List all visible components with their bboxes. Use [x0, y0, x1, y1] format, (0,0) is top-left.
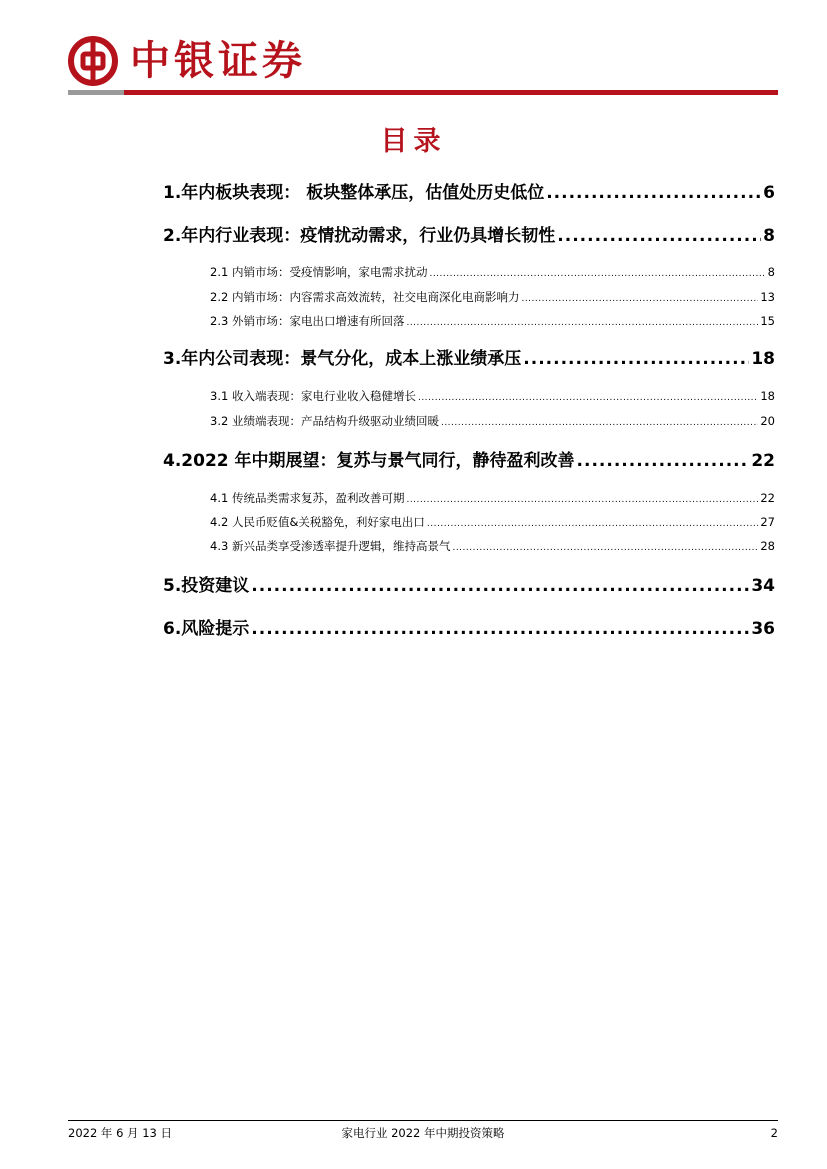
header-rule-grey	[68, 90, 124, 95]
toc-entry-label: 4.3 新兴品类享受渗透率提升逻辑，维持高景气	[210, 539, 451, 553]
brand-name: 中银证券	[130, 37, 306, 84]
toc-entry-label: 6.风险提示	[163, 619, 250, 639]
toc-leader-dots	[406, 314, 758, 332]
toc-entry-page: 34	[751, 576, 775, 596]
toc-leader-dots	[557, 224, 761, 248]
toc-leader-dots	[418, 389, 758, 407]
toc-entry-page: 18	[760, 389, 775, 403]
footer-doc-title: 家电行业 2022 年中期投资策略	[341, 1126, 505, 1140]
footer-page-number: 2	[770, 1126, 778, 1140]
toc-entry-4-2[interactable]	[210, 513, 775, 531]
toc-entry-page: 22	[760, 491, 775, 505]
bank-of-china-logo-icon	[68, 36, 118, 86]
toc-entry-6[interactable]	[163, 617, 775, 641]
toc-leader-dots	[406, 491, 758, 509]
toc-entry-4-3[interactable]	[210, 537, 775, 555]
page-footer	[68, 1120, 778, 1140]
toc-entry-page: 8	[763, 226, 775, 246]
toc-entry-page: 28	[760, 539, 775, 553]
toc-entry-3[interactable]	[163, 347, 775, 371]
toc-entry-2[interactable]	[163, 224, 775, 248]
toc-title: 目录	[380, 126, 447, 157]
toc-leader-dots	[577, 449, 750, 473]
page-header	[68, 30, 778, 100]
toc-entry-4-1[interactable]	[210, 489, 775, 507]
header-rule-red	[124, 90, 778, 95]
toc-entry-2-1[interactable]	[210, 263, 775, 281]
toc-entry-1[interactable]	[163, 181, 775, 205]
toc-entry-page: 13	[760, 290, 775, 304]
toc-entry-page: 20	[760, 414, 775, 428]
toc-entry-label: 1.年内板块表现： 板块整体承压，估值处历史低位	[163, 183, 545, 203]
toc-entry-page: 18	[751, 349, 775, 369]
toc-entry-label: 4.2022 年中期展望：复苏与景气同行，静待盈利改善	[163, 451, 575, 471]
toc-leader-dots	[452, 539, 758, 557]
toc-entry-page: 8	[767, 265, 775, 279]
toc-entry-2-2[interactable]	[210, 288, 775, 306]
toc-leader-dots	[546, 181, 761, 205]
toc-entry-4[interactable]	[163, 449, 775, 473]
toc-entry-2-3[interactable]	[210, 312, 775, 330]
toc-entry-label: 5.投资建议	[163, 576, 250, 596]
toc-leader-dots	[521, 290, 758, 308]
toc-entry-label: 4.1 传统品类需求复苏，盈利改善可期	[210, 491, 405, 505]
toc-entry-3-1[interactable]	[210, 387, 775, 405]
toc-leader-dots	[429, 265, 765, 283]
toc-entry-label: 3.2 业绩端表现：产品结构升级驱动业绩回暖	[210, 414, 439, 428]
toc-leader-dots	[523, 347, 749, 371]
toc-entry-label: 3.1 收入端表现：家电行业收入稳健增长	[210, 389, 416, 403]
toc-entry-page: 6	[763, 183, 775, 203]
toc-entry-label: 4.2 人民币贬值&关税豁免，利好家电出口	[210, 515, 425, 529]
toc-leader-dots	[251, 574, 749, 598]
toc-entry-3-2[interactable]	[210, 412, 775, 430]
toc-leader-dots	[441, 414, 758, 432]
toc-entry-label: 3.年内公司表现：景气分化，成本上涨业绩承压	[163, 349, 522, 369]
toc-entry-5[interactable]	[163, 574, 775, 598]
toc-entry-page: 27	[760, 515, 775, 529]
toc-entry-page: 15	[760, 314, 775, 328]
toc-entry-label: 2.1 内销市场：受疫情影响，家电需求扰动	[210, 265, 428, 279]
toc-entry-page: 22	[751, 451, 775, 471]
toc-leader-dots	[251, 617, 749, 641]
toc-leader-dots	[427, 515, 758, 533]
toc-entry-page: 36	[751, 619, 775, 639]
toc-entry-label: 2.2 内销市场：内容需求高效流转，社交电商深化电商影响力	[210, 290, 520, 304]
footer-date: 2022 年 6 月 13 日	[68, 1126, 172, 1140]
toc-entry-label: 2.年内行业表现：疫情扰动需求，行业仍具增长韧性	[163, 226, 556, 246]
toc-entry-label: 2.3 外销市场：家电出口增速有所回落	[210, 314, 405, 328]
